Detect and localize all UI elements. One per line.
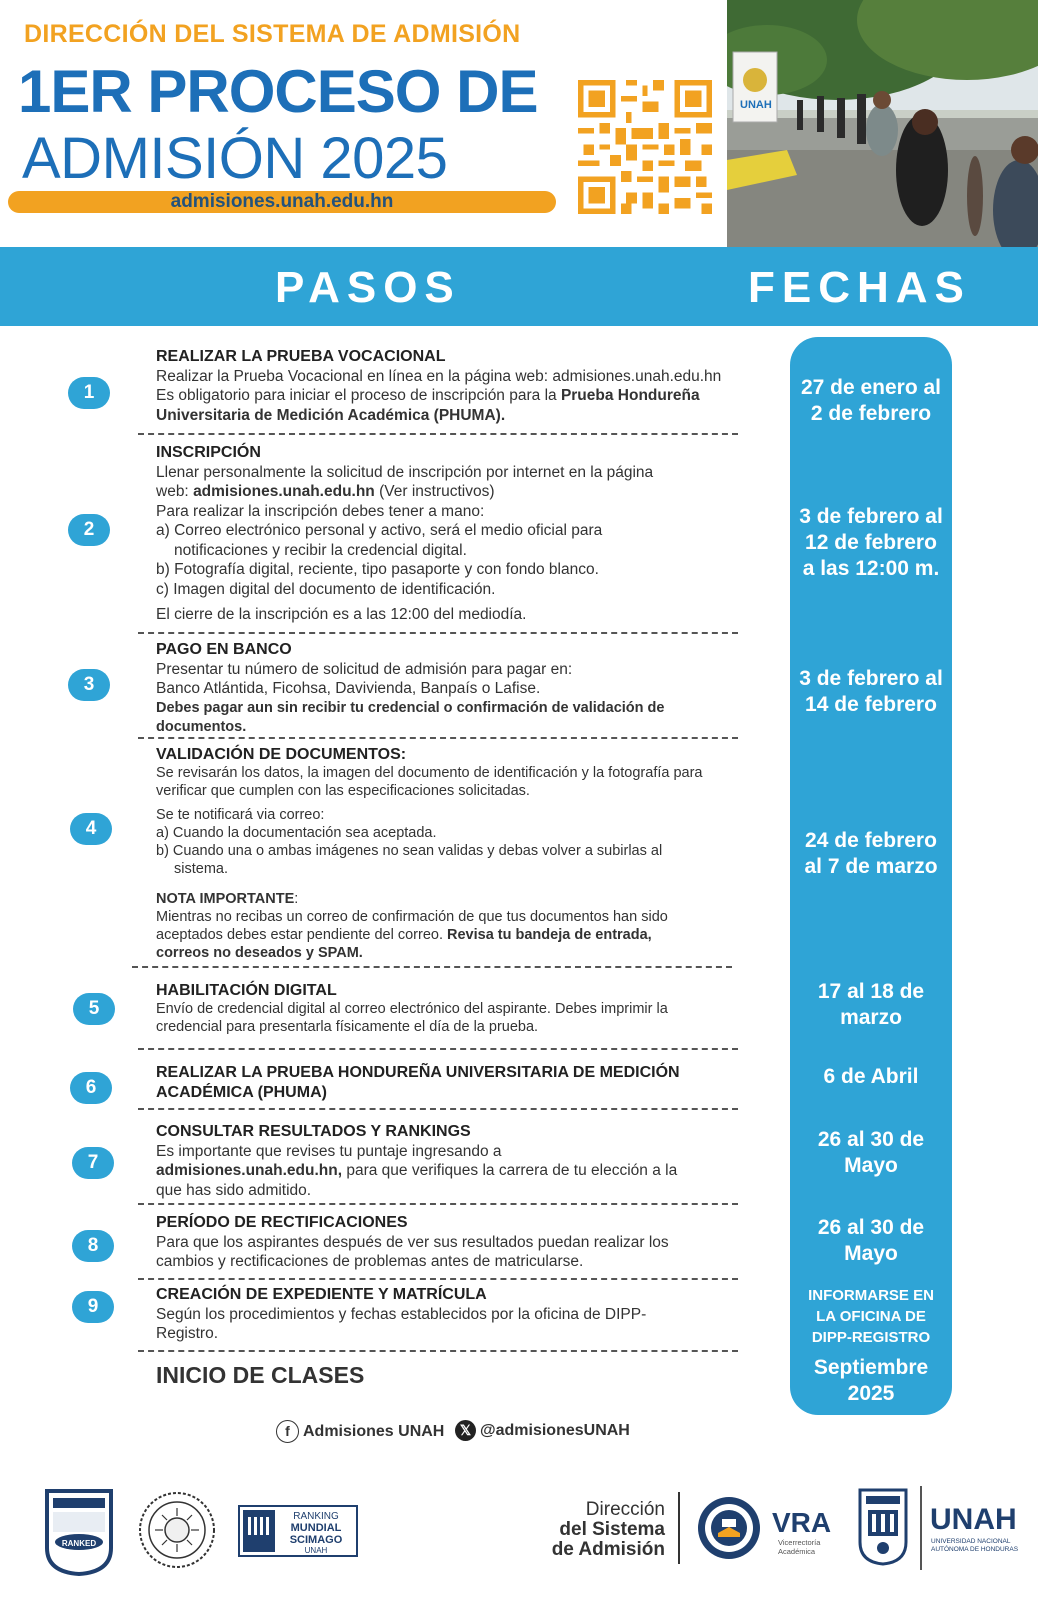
step-7-title: CONSULTAR RESULTADOS Y RANKINGS xyxy=(156,1123,471,1140)
dsa-text-3: de Admisión xyxy=(551,1539,665,1560)
date-step-3: 3 de febrero al 14 de febrero xyxy=(799,667,943,716)
unah-subtitle: UNIVERSIDAD NACIONAL AUTÓNOMA DE HONDURAS xyxy=(931,1538,1019,1553)
step-8 xyxy=(156,1213,756,1272)
divider xyxy=(138,737,738,739)
x-link[interactable] xyxy=(455,1420,630,1441)
unah-text: UNAH xyxy=(930,1503,1017,1536)
facebook-link[interactable] xyxy=(276,1420,444,1443)
step-1 xyxy=(156,347,756,425)
footer-divider xyxy=(920,1486,922,1570)
step-2-title: INSCRIPCIÓN xyxy=(156,444,261,461)
step-9 xyxy=(156,1285,756,1344)
step-1-line2: Es obligatorio para iniciar el proceso de inscripción para la Prueba Hondureña Universitaria de Medición Académica (PHUMA). xyxy=(156,387,700,424)
vra-subtitle: Vicerrectoría Académica xyxy=(778,1538,821,1556)
step-number-1: 1 xyxy=(68,377,110,409)
step-7-line2: admisiones.unah.edu.hn, para que verifiques la carrera de tu elección a la que has sido admitido. xyxy=(156,1162,678,1199)
step-5 xyxy=(156,982,756,1036)
dsa-text-1: Dirección xyxy=(585,1499,665,1520)
ranked-text: RANKED xyxy=(61,1539,97,1548)
step-4-title: VALIDACIÓN DE DOCUMENTOS: xyxy=(156,746,407,763)
step-number-2: 2 xyxy=(68,514,110,546)
divider xyxy=(138,433,738,435)
step-2-line2: web: admisiones.unah.edu.hn (Ver instructivos) xyxy=(156,483,495,500)
date-step-2: 3 de febrero al 12 de febrero a las 12:00 m. xyxy=(799,505,943,580)
step-number-8: 8 xyxy=(72,1230,114,1262)
dates-heading: FECHAS xyxy=(748,263,971,312)
step-4-item-b2: sistema. xyxy=(174,861,228,877)
date-step-1: 27 de enero al 2 de febrero xyxy=(800,376,942,425)
step-8-line1: Para que los aspirantes después de ver sus resultados puedan realizar los cambios y rectificaciones de problemas antes de matricularse. xyxy=(156,1233,669,1270)
step-6-title: REALIZAR LA PRUEBA HONDUREÑA UNIVERSITARIA DE MEDICIÓN ACADÉMICA (PHUMA) xyxy=(156,1064,680,1101)
column-banner xyxy=(0,247,1038,326)
step-number-7: 7 xyxy=(72,1147,114,1179)
step-4-notify: Se te notificará via correo: xyxy=(156,807,325,823)
divider xyxy=(138,1350,738,1352)
scimago-text-1: RANKING xyxy=(293,1511,339,1522)
divider xyxy=(132,966,732,968)
footer-divider xyxy=(678,1492,680,1564)
scimago-text-3: SCIMAGO xyxy=(289,1534,343,1546)
divider xyxy=(138,1278,738,1280)
campus-photo xyxy=(727,0,1038,247)
step-3-line2: Banco Atlántida, Ficohsa, Davivienda, Banpaís o Lafise. xyxy=(156,680,541,697)
date-step-5: 17 al 18 de marzo xyxy=(817,980,925,1029)
website-url[interactable]: admisiones.unah.edu.hn xyxy=(8,191,556,213)
step-2-line3: Para realizar la inscripción debes tener a mano: xyxy=(156,502,485,520)
step-2-item-a2: notificaciones y recibir la credencial digital. xyxy=(174,541,467,559)
step-2-item-a: a) Correo electrónico personal y activo, será el medio oficial para xyxy=(156,522,603,539)
x-icon: 𝕏 xyxy=(455,1420,476,1441)
classes-start-label: INICIO DE CLASES xyxy=(156,1362,365,1388)
step-1-line1: Realizar la Prueba Vocacional en línea en la página web: admisiones.unah.edu.hn xyxy=(156,367,722,385)
dsa-logo-text xyxy=(540,1500,665,1560)
step-4 xyxy=(156,746,756,962)
step-3-line1: Presentar tu número de solicitud de admisión para pagar en: xyxy=(156,660,573,678)
date-classes: Septiembre 2025 xyxy=(813,1356,929,1405)
scimago-ranking-logo xyxy=(238,1505,358,1557)
step-7-line1: Es importante que revises tu puntaje ingresando a xyxy=(156,1142,502,1160)
step-5-line1: Envío de credencial digital al correo electrónico del aspirante. Debes imprimir la credencial para presentarla físicamente el día de la prueba. xyxy=(156,1001,668,1035)
step-7 xyxy=(156,1122,756,1200)
step-3 xyxy=(156,640,756,738)
step-4-item-b: b) Cuando una o ambas imágenes no sean validas y debas volver a subirlas al xyxy=(156,843,663,859)
step-number-4: 4 xyxy=(70,813,112,845)
step-5-title: HABILITACIÓN DIGITAL xyxy=(156,982,337,999)
ranked-badge-logo xyxy=(44,1488,114,1576)
step-2 xyxy=(156,443,756,625)
date-step-4: 24 de febrero al 7 de marzo xyxy=(804,829,938,878)
step-6 xyxy=(156,1063,756,1102)
x-handle: @admisionesUNAH xyxy=(480,1421,630,1439)
facebook-handle: Admisiones UNAH xyxy=(303,1422,445,1440)
step-number-6: 6 xyxy=(70,1072,112,1104)
vra-text: VRA xyxy=(772,1507,832,1538)
scimago-text-4: UNAH xyxy=(304,1546,328,1555)
step-8-title: PERÍODO DE RECTIFICACIONES xyxy=(156,1214,408,1231)
date-step-6: 6 de Abril xyxy=(823,1065,919,1088)
main-title-line1: 1ER PROCESO DE xyxy=(18,58,538,125)
accreditation-seal-logo xyxy=(137,1490,217,1570)
step-number-3: 3 xyxy=(68,669,110,701)
step-9-title: CREACIÓN DE EXPEDIENTE Y MATRÍCULA xyxy=(156,1286,487,1303)
main-title-line2: ADMISIÓN 2025 xyxy=(22,126,448,191)
step-2-item-c: c) Imagen digital del documento de identificación. xyxy=(156,580,496,598)
step-1-title: REALIZAR LA PRUEBA VOCACIONAL xyxy=(156,348,446,365)
step-2-closing: El cierre de la inscripción es a las 12:00 del mediodía. xyxy=(156,606,527,623)
step-3-title: PAGO EN BANCO xyxy=(156,641,292,658)
divider xyxy=(138,1108,738,1110)
step-3-bold: Debes pagar aun sin recibir tu credencial o confirmación de validación de documentos. xyxy=(156,699,665,735)
step-number-5: 5 xyxy=(73,993,115,1025)
date-step-9: INFORMARSE EN LA OFICINA DE DIPP-REGISTRO xyxy=(808,1287,934,1346)
divider xyxy=(138,1203,738,1205)
campus-sign-text: UNAH xyxy=(740,99,772,111)
step-4-line1: Se revisarán los datos, la imagen del documento de identificación y la fotografía para verificar que cumplen con las especificaciones solicitadas. xyxy=(156,765,703,799)
step-number-9: 9 xyxy=(72,1291,114,1323)
divider xyxy=(138,1048,738,1050)
step-4-note: Mientras no recibas un correo de confirmación de que tus documentos han sido aceptados debes estar pendiente del correo. Revisa tu bandeja de entrada, correos no deseados y SPAM. xyxy=(156,909,668,961)
dsa-text-2: del Sistema xyxy=(559,1519,665,1540)
step-4-note-title: NOTA IMPORTANTE: xyxy=(156,891,299,907)
date-step-7: 26 al 30 de Mayo xyxy=(817,1128,925,1177)
qr-code[interactable] xyxy=(578,80,712,214)
scimago-text-2: MUNDIAL xyxy=(290,1522,342,1534)
department-title: DIRECCIÓN DEL SISTEMA DE ADMISIÓN xyxy=(24,20,521,48)
step-9-line1: Según los procedimientos y fechas establecidos por la oficina de DIPP-Registro. xyxy=(156,1305,647,1342)
date-step-8: 26 al 30 de Mayo xyxy=(817,1216,925,1265)
step-4-item-a: a) Cuando la documentación sea aceptada. xyxy=(156,825,437,841)
step-2-item-b: b) Fotografía digital, reciente, tipo pasaporte y con fondo blanco. xyxy=(156,561,599,578)
vra-seal-logo xyxy=(696,1495,762,1561)
steps-heading: PASOS xyxy=(275,263,461,312)
step-2-line1: Llenar personalmente la solicitud de inscripción por internet en la página xyxy=(156,463,654,481)
facebook-icon: f xyxy=(276,1420,299,1443)
unah-crest-logo xyxy=(856,1486,910,1566)
divider xyxy=(138,632,738,634)
